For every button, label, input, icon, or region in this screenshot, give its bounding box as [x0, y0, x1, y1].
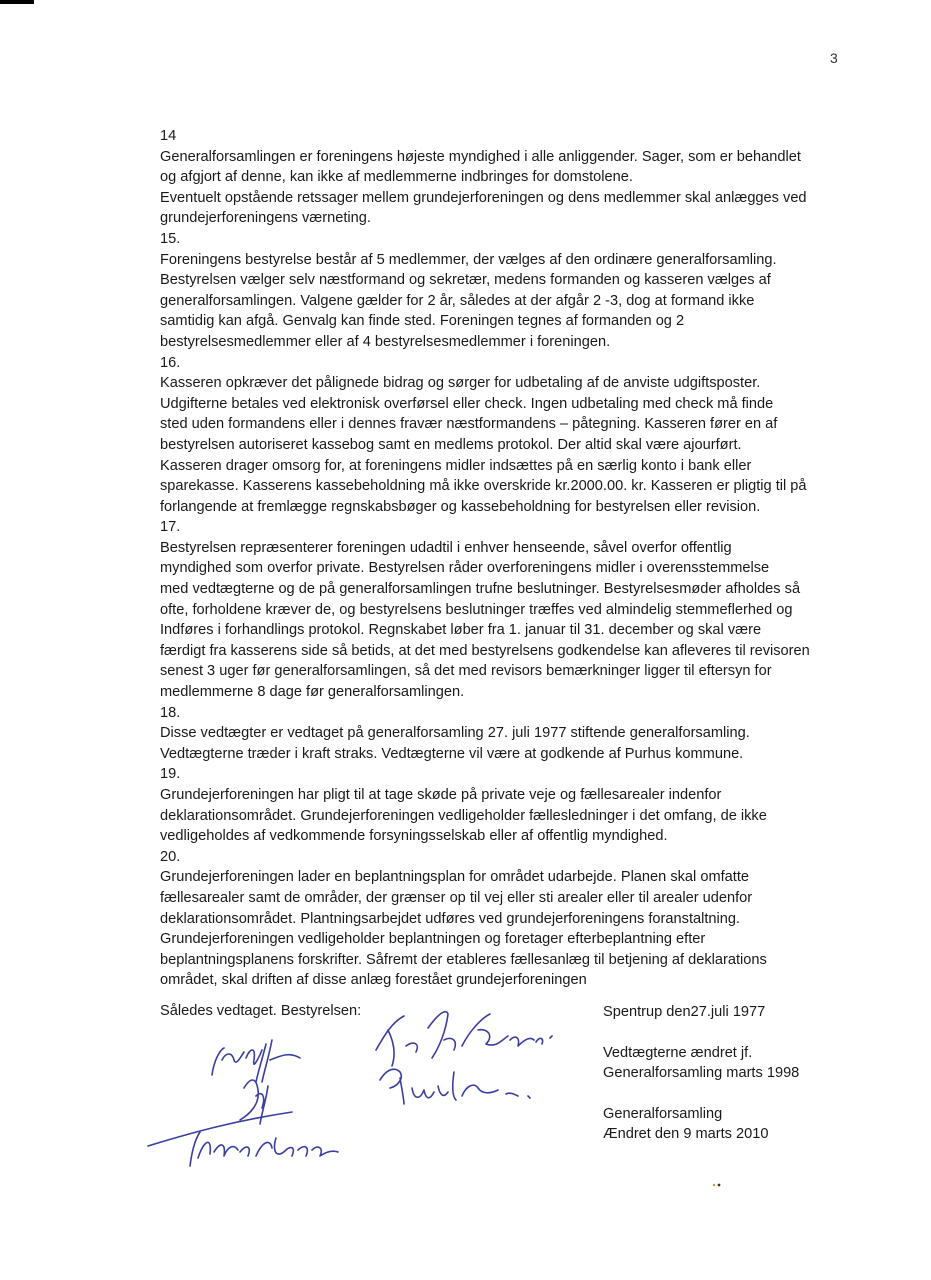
body-line: Disse vedtægter er vedtaget på generalforsamling 27. juli 1977 stiftende generalforsamling.	[160, 725, 750, 742]
body-line: Kasseren drager omsorg for, at foreningens midler indsættes på en særlig konto i bank eller	[160, 457, 752, 474]
signature-1	[212, 1040, 300, 1082]
body-line: ofte, forholdene kræver de, og bestyrelsens beslutninger træffes ved almindelig stemmeflerhed og	[160, 601, 793, 618]
body-line: bestyrelsen autoriseret kassebog samt en medlems protokol. Der altid skal være ajourført.	[160, 436, 742, 453]
body-line: fællesarealer samt de områder, der grænser op til vej eller sti arealer eller til arealer udenfor	[160, 889, 753, 906]
section-number: 19.	[160, 766, 181, 783]
body-line: Grundejerforeningen vedligeholder beplantningen og foretager efterbeplantning efter	[160, 931, 706, 948]
place-date: Spentrup den27.juli 1977	[603, 1004, 766, 1020]
body-line: og afgjort af denne, kan ikke af medlemmerne indbringes for domstolene.	[160, 169, 633, 186]
body-line: medlemmerne 8 dage før generalforsamlingen.	[160, 684, 465, 701]
body-line: Grundejerforeningen lader en beplantningsplan for området udarbejde. Planen skal omfatte	[160, 869, 750, 886]
statutes-body	[160, 126, 850, 991]
signature-5	[380, 1069, 530, 1104]
body-line: Bestyrelsen repræsenterer foreningen udadtil i enhver henseende, såvel overfor offentlig	[160, 539, 732, 556]
section-number: 18.	[160, 704, 181, 721]
body-line: bestyrelsesmedlemmer eller af 4 bestyrelsesmedlemmer i foreningen.	[160, 333, 611, 350]
section-number: 14	[160, 128, 177, 144]
body-line: Udgifterne betales ved elektronisk overførsel eller check. Ingen udbetaling med check må finde	[160, 395, 774, 412]
body-line: Indføres i forhandlings protokol. Regnskabet løber fra 1. januar til 31. december og skal være	[160, 622, 762, 639]
signature-4	[376, 1012, 552, 1066]
body-line: Eventuelt opstående retssager mellem grundejerforeningen og dens medlemmer skal anlægges ved	[160, 189, 807, 206]
body-line: deklarationsområdet. Plantningsarbejdet udføres ved grundejerforeningens foranstaltning.	[160, 910, 741, 927]
body-line: samtidig kan afgå. Genvalg kan finde sted. Foreningen tegnes af formanden og 2	[160, 313, 685, 330]
body-line: generalforsamlingen. Valgene gælder for 2 år, således at der afgår 2 -3, dog at formand ikke	[160, 292, 755, 309]
body-line: senest 3 uger før generalforsamlingen, så det med revisors bemærkninger ligger til eftersyn for	[160, 663, 772, 680]
body-line: myndighed som overfor private. Bestyrelsen råder overforeningens midler i overensstemmelse	[160, 560, 770, 577]
body-line: sparekasse. Kasserens kassebeholdning må ikke overskride kr.2000.00. kr. Kasseren er pligtig til på	[160, 478, 807, 495]
body-line: vedligeholdes af vedkommende forsyningsselskab eller af offentlig myndighed.	[160, 828, 668, 845]
body-line: Generalforsamlingen er foreningens højeste myndighed i alle anliggender. Sager, som er behandlet	[160, 148, 801, 165]
scan-speck	[712, 1183, 722, 1187]
scan-corner-mark	[0, 0, 34, 4]
body-line: færdigt fra kasserens side så betids, at det med bestyrelsens godkendelse kan afleveres til revisoren	[160, 642, 810, 659]
section-number: 17.	[160, 519, 181, 536]
amendment-2010-line2: Ændret den 9 marts 2010	[603, 1126, 769, 1143]
section-number: 16.	[160, 354, 181, 371]
signature-3	[148, 1112, 338, 1166]
body-line: Bestyrelsen vælger selv næstformand og sekretær, medens formanden og kasseren vælges af	[160, 272, 771, 289]
section-number: 15.	[160, 230, 181, 247]
amendment-1998-line2: Generalforsamling marts 1998	[603, 1065, 800, 1082]
body-line: sted uden formandens eller i dennes fravær næstformandens – påtegning. Kasseren fører en af	[160, 416, 778, 433]
page-number: 3	[830, 50, 838, 66]
body-line: forlangende at fremlægge regnskabsbøger og kassebeholdning for bestyrelsen eller revision.	[160, 498, 761, 515]
signature-2	[240, 1080, 268, 1124]
body-line: området, skal driften af disse anlæg forestået grundejerforeningen	[160, 972, 587, 989]
section-number: 20.	[160, 848, 181, 865]
body-line: beplantningsplanens forskrifter. Såfremt der etableres fællesanlæg til betjening af deklarations	[160, 951, 767, 968]
body-line: Grundejerforeningen har pligt til at tage skøde på private veje og fællesarealer indenfor	[160, 787, 722, 803]
adopted-by-board-label: Således vedtaget. Bestyrelsen:	[160, 1003, 362, 1019]
dates-block	[603, 1002, 799, 1145]
body-line: deklarationsområdet. Grundejerforeningen vedligeholder fællesledninger i det omfang, de ikke	[160, 807, 767, 824]
body-line: Vedtægterne træder i kraft straks. Vedtægterne vil være at godkende af Purhus kommune.	[160, 745, 744, 762]
amendment-2010-line1: Generalforsamling	[603, 1105, 723, 1122]
amendment-1998-line1: Vedtægterne ændret jf.	[603, 1044, 753, 1061]
body-line: grundejerforeningens værneting.	[160, 210, 371, 227]
body-line: Foreningens bestyrelse består af 5 medlemmer, der vælges af den ordinære generalforsamling.	[160, 251, 777, 268]
body-line: Kasseren opkræver det pålignede bidrag og sørger for udbetaling af de anviste udgiftsposter.	[160, 375, 761, 392]
body-line: med vedtægterne og de på generalforsamlingen trufne beslutninger. Bestyrelsesmøder afholdes så	[160, 581, 801, 598]
